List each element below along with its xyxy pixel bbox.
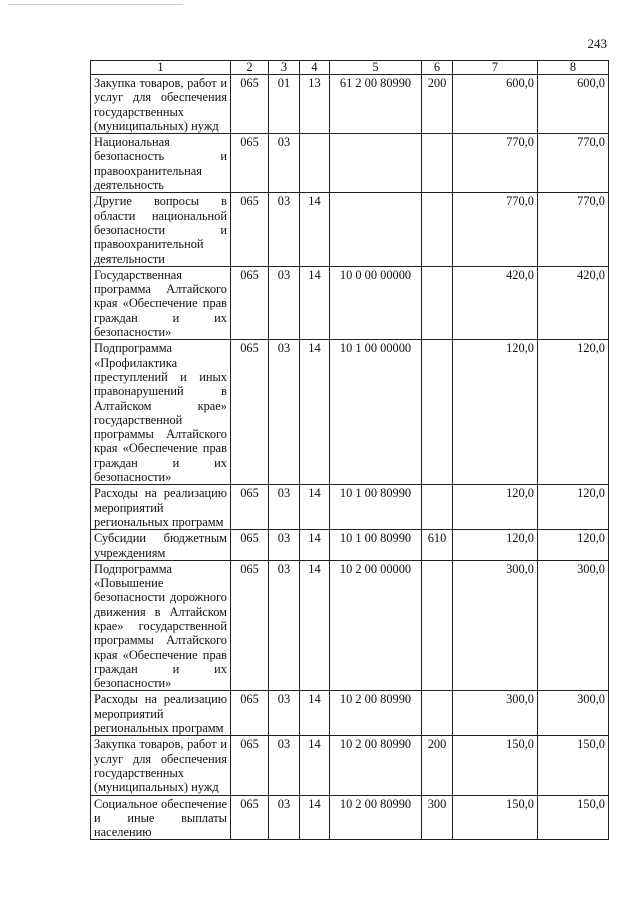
amount-year1-cell: 120,0	[453, 340, 538, 485]
amount-year1-cell: 300,0	[453, 691, 538, 736]
subsection-code-cell: 14	[300, 266, 330, 339]
expense-type-cell: 200	[422, 75, 453, 134]
amount-year2-cell: 770,0	[538, 193, 609, 266]
column-header: 5	[330, 61, 422, 75]
table-row	[91, 134, 609, 193]
expense-type-cell: 610	[422, 530, 453, 561]
row-name-cell: Государственная программа Алтайского края «Обеспечение прав граждан и их безопасности»	[91, 266, 231, 339]
amount-year2-cell: 120,0	[538, 340, 609, 485]
section-code-cell: 03	[269, 560, 300, 691]
column-header: 4	[300, 61, 330, 75]
row-name-cell: Социальное обеспечение и иные выплаты населению	[91, 795, 231, 840]
amount-year1-cell: 600,0	[453, 75, 538, 134]
scan-corner-line	[8, 4, 183, 5]
expense-type-cell: 300	[422, 795, 453, 840]
section-code-cell: 03	[269, 266, 300, 339]
section-code-cell: 03	[269, 795, 300, 840]
table-row	[91, 340, 609, 485]
row-name-cell: Расходы на реализацию мероприятий региональных программ	[91, 691, 231, 736]
subsection-code-cell: 13	[300, 75, 330, 134]
section-code-cell: 03	[269, 485, 300, 530]
expense-type-cell	[422, 340, 453, 485]
expense-type-cell	[422, 134, 453, 193]
column-header: 7	[453, 61, 538, 75]
table-row	[91, 485, 609, 530]
section-code-cell: 01	[269, 75, 300, 134]
section-code-cell: 03	[269, 530, 300, 561]
table-row	[91, 795, 609, 840]
subsection-code-cell: 14	[300, 691, 330, 736]
target-article-cell	[330, 134, 422, 193]
target-article-cell	[330, 193, 422, 266]
expense-type-cell	[422, 485, 453, 530]
column-header: 1	[91, 61, 231, 75]
ministry-code-cell: 065	[231, 795, 269, 840]
ministry-code-cell: 065	[231, 691, 269, 736]
amount-year1-cell: 770,0	[453, 193, 538, 266]
section-code-cell: 03	[269, 736, 300, 795]
page-number: 243	[587, 36, 607, 51]
amount-year2-cell: 120,0	[538, 530, 609, 561]
expense-type-cell	[422, 560, 453, 691]
target-article-cell: 10 2 00 80990	[330, 736, 422, 795]
expense-type-cell: 200	[422, 736, 453, 795]
row-name-cell: Закупка товаров, работ и услуг для обеспечения государственных (муниципальных) нужд	[91, 736, 231, 795]
table-row	[91, 530, 609, 561]
amount-year1-cell: 300,0	[453, 560, 538, 691]
target-article-cell: 10 1 00 80990	[330, 485, 422, 530]
ministry-code-cell: 065	[231, 530, 269, 561]
section-code-cell: 03	[269, 340, 300, 485]
subsection-code-cell: 14	[300, 795, 330, 840]
row-name-cell: Другие вопросы в области национальной безопасности и правоохранительной деятельности	[91, 193, 231, 266]
amount-year1-cell: 420,0	[453, 266, 538, 339]
section-code-cell: 03	[269, 193, 300, 266]
ministry-code-cell: 065	[231, 736, 269, 795]
ministry-code-cell: 065	[231, 193, 269, 266]
amount-year2-cell: 420,0	[538, 266, 609, 339]
target-article-cell: 10 2 00 00000	[330, 560, 422, 691]
table-row	[91, 75, 609, 134]
amount-year1-cell: 150,0	[453, 795, 538, 840]
target-article-cell: 10 1 00 00000	[330, 340, 422, 485]
table-row	[91, 266, 609, 339]
column-header: 3	[269, 61, 300, 75]
row-name-cell: Подпрограмма «Профилактика преступлений и иных правонарушений в Алтайском крае» государственной программы Алтайского края «Обеспечение прав граждан и их безопасности»	[91, 340, 231, 485]
amount-year2-cell: 150,0	[538, 795, 609, 840]
subsection-code-cell: 14	[300, 485, 330, 530]
subsection-code-cell: 14	[300, 560, 330, 691]
target-article-cell: 10 0 00 00000	[330, 266, 422, 339]
target-article-cell: 61 2 00 80990	[330, 75, 422, 134]
amount-year2-cell: 150,0	[538, 736, 609, 795]
subsection-code-cell: 14	[300, 736, 330, 795]
ministry-code-cell: 065	[231, 485, 269, 530]
target-article-cell: 10 2 00 80990	[330, 795, 422, 840]
amount-year2-cell: 120,0	[538, 485, 609, 530]
budget-table	[90, 60, 609, 840]
column-header: 6	[422, 61, 453, 75]
amount-year2-cell: 300,0	[538, 691, 609, 736]
column-header: 8	[538, 61, 609, 75]
ministry-code-cell: 065	[231, 134, 269, 193]
row-name-cell: Закупка товаров, работ и услуг для обеспечения государственных (муниципальных) нужд	[91, 75, 231, 134]
expense-type-cell	[422, 691, 453, 736]
ministry-code-cell: 065	[231, 560, 269, 691]
column-header: 2	[231, 61, 269, 75]
target-article-cell: 10 1 00 80990	[330, 530, 422, 561]
section-code-cell: 03	[269, 691, 300, 736]
amount-year1-cell: 150,0	[453, 736, 538, 795]
amount-year1-cell: 770,0	[453, 134, 538, 193]
amount-year1-cell: 120,0	[453, 485, 538, 530]
table-row	[91, 193, 609, 266]
row-name-cell: Расходы на реализацию мероприятий региональных программ	[91, 485, 231, 530]
ministry-code-cell: 065	[231, 266, 269, 339]
subsection-code-cell: 14	[300, 530, 330, 561]
table-row	[91, 560, 609, 691]
row-name-cell: Подпрограмма «Повышение безопасности дорожного движения в Алтайском крае» государственной программы Алтайского края «Обеспечение прав граждан и их безопасности»	[91, 560, 231, 691]
table-header-row	[91, 61, 609, 75]
amount-year2-cell: 770,0	[538, 134, 609, 193]
expense-type-cell	[422, 193, 453, 266]
table-row	[91, 736, 609, 795]
row-name-cell: Субсидии бюджетным учреждениям	[91, 530, 231, 561]
section-code-cell: 03	[269, 134, 300, 193]
amount-year2-cell: 300,0	[538, 560, 609, 691]
ministry-code-cell: 065	[231, 340, 269, 485]
expense-type-cell	[422, 266, 453, 339]
subsection-code-cell: 14	[300, 193, 330, 266]
subsection-code-cell: 14	[300, 340, 330, 485]
row-name-cell: Национальная безопасность и правоохранительная деятельность	[91, 134, 231, 193]
ministry-code-cell: 065	[231, 75, 269, 134]
amount-year2-cell: 600,0	[538, 75, 609, 134]
target-article-cell: 10 2 00 80990	[330, 691, 422, 736]
amount-year1-cell: 120,0	[453, 530, 538, 561]
table-row	[91, 691, 609, 736]
subsection-code-cell	[300, 134, 330, 193]
